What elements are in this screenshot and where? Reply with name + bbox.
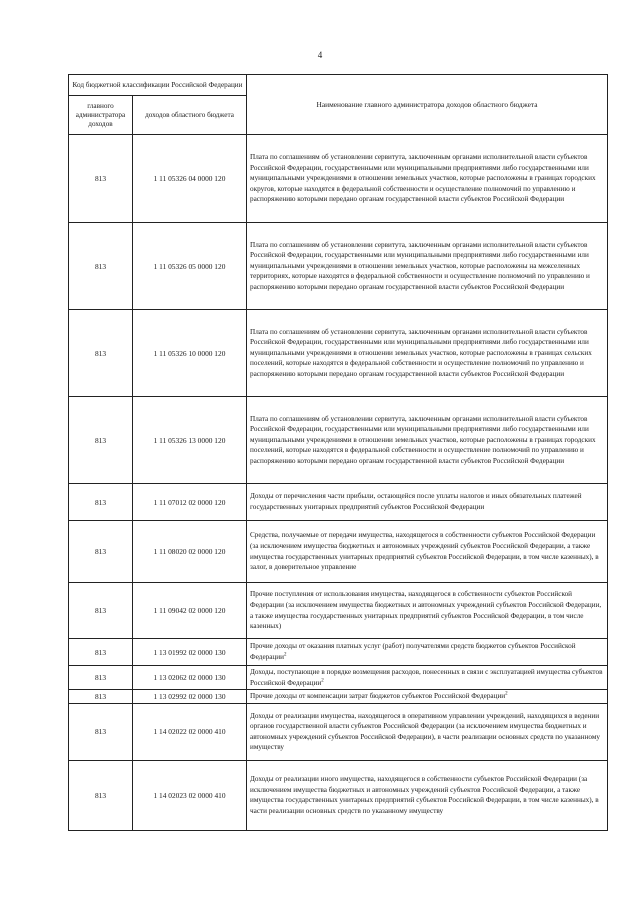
table-row bbox=[69, 583, 608, 639]
income-name-cell bbox=[247, 703, 608, 760]
income-name-cell bbox=[247, 583, 608, 639]
income-name-cell bbox=[247, 521, 608, 583]
table-row bbox=[69, 521, 608, 583]
header-regional-income: доходов областного бюджета bbox=[133, 96, 247, 135]
income-code-cell: 1 13 01992 02 0000 130 bbox=[133, 639, 247, 666]
admin-code-cell: 813 bbox=[69, 583, 133, 639]
table-header-row bbox=[69, 75, 608, 96]
income-name-text: Доходы от реализации иного имущества, находящегося в собственности субъектов Российской Федерации (за исключением имущества бюджетных и автономных учреждений субъектов Российской Федерации, а также имущества государственных унитарных предприятий субъектов Российской Федерации, в том числе казенных), в части реализации основных средств по указанному имуществу bbox=[250, 775, 599, 815]
income-code-cell: 1 11 08020 02 0000 120 bbox=[133, 521, 247, 583]
income-name-cell bbox=[247, 484, 608, 521]
income-name-text: Плата по соглашениям об установлении сервитута, заключенным органами исполнительной власти субъектов Российской Федерации, государственными или муниципальными предприятиями либо государственными или муниципальными учреждениями в отношении земельных участков, которые расположены в границах городских поселений, которые находятся в федеральной собственности и осуществление полномочий по управлению и распоряжению которыми передано органам государственной власти субъектов Российской Федерации bbox=[250, 414, 596, 465]
income-code-cell: 1 11 07012 02 0000 120 bbox=[133, 484, 247, 521]
income-name-text: Средства, получаемые от передачи имущества, находящегося в собственности субъектов Российской Федерации (за исключением имущества бюджетных и автономных учреждений субъектов Российской Федерации, а также имущества государственных унитарных предприятий субъектов Российской Федерации, в том числе казенных), в залог, в доверительное управление bbox=[250, 531, 599, 572]
footnote-mark: 2 bbox=[283, 652, 287, 658]
table-row bbox=[69, 703, 608, 760]
footnote-mark: 2 bbox=[505, 691, 508, 697]
income-name-text: Плата по соглашениям об установлении сервитута, заключенным органами исполнительной власти субъектов Российской Федерации, государственными или муниципальными предприятиями либо государственными или муниципальными учреждениями в отношении земельных участков, которые расположены в границах городских округов, которые находятся в федеральной собственности и осуществление полномочий по управлению и распоряжению которыми передано органам государственной власти субъектов Российской Федерации bbox=[250, 153, 596, 204]
income-name-cell bbox=[247, 397, 608, 484]
income-name-text: Прочие доходы от оказания платных услуг (работ) получателями средств бюджетов субъектов Российской Федерации bbox=[250, 642, 576, 661]
revenue-classification-table bbox=[68, 74, 608, 831]
income-name-text: Плата по соглашениям об установлении сервитута, заключенным органами исполнительной власти субъектов Российской Федерации, государственными или муниципальными предприятиями либо государственными или муниципальными учреждениями в отношении земельных участков, которые расположены на межселенных территориях, которые находятся в федеральной собственности и осуществление полномочий по управлению и распоряжению которыми передано органам государственной власти субъектов Российской Федерации bbox=[250, 240, 590, 291]
admin-code-cell: 813 bbox=[69, 223, 133, 310]
table-row bbox=[69, 666, 608, 690]
header-classification-code: Код бюджетной классификации Российской Федерации bbox=[69, 75, 247, 96]
header-admin-name: Наименование главного администратора доходов областного бюджета bbox=[247, 75, 608, 135]
admin-code-cell: 813 bbox=[69, 690, 133, 704]
admin-code-cell: 813 bbox=[69, 484, 133, 521]
table-row bbox=[69, 639, 608, 666]
income-name-cell bbox=[247, 223, 608, 310]
income-name-cell bbox=[247, 639, 608, 666]
table-row bbox=[69, 760, 608, 830]
table-row bbox=[69, 484, 608, 521]
income-code-cell: 1 11 05326 04 0000 120 bbox=[133, 135, 247, 223]
income-code-cell: 1 14 02022 02 0000 410 bbox=[133, 703, 247, 760]
income-name-cell bbox=[247, 760, 608, 830]
income-code-cell: 1 14 02023 02 0000 410 bbox=[133, 760, 247, 830]
income-code-cell: 1 13 02992 02 0000 130 bbox=[133, 690, 247, 704]
table-row bbox=[69, 135, 608, 223]
footnote-mark: 2 bbox=[321, 678, 324, 684]
table-row bbox=[69, 223, 608, 310]
admin-code-cell: 813 bbox=[69, 135, 133, 223]
table-row bbox=[69, 397, 608, 484]
income-name-text: Прочие поступления от использования имущества, находящегося в собственности субъектов Российской Федерации (за исключением имущества бюджетных и автономных учреждений субъектов Российской Федерации, а также имущества государственных унитарных предприятий субъектов Российской Федерации, в том числе казенных) bbox=[250, 590, 602, 631]
income-code-cell: 1 11 05326 05 0000 120 bbox=[133, 223, 247, 310]
income-code-cell: 1 11 05326 10 0000 120 bbox=[133, 310, 247, 397]
admin-code-cell: 813 bbox=[69, 666, 133, 690]
income-name-text: Доходы от реализации имущества, находящегося в оперативном управлении учреждений, находящихся в ведении органов государственной власти субъектов Российской Федерации (за исключением имущества бюджетных и автономных учреждений субъектов Российской Федерации), в части реализации основных средств по указанному имуществу bbox=[250, 711, 601, 752]
header-main-admin: главного администратора доходов bbox=[69, 96, 133, 135]
income-name-cell bbox=[247, 666, 608, 690]
income-name-cell bbox=[247, 690, 608, 704]
income-code-cell: 1 11 09042 02 0000 120 bbox=[133, 583, 247, 639]
table-row bbox=[69, 690, 608, 704]
income-name-text: Плата по соглашениям об установлении сервитута, заключенным органами исполнительной власти субъектов Российской Федерации, государственными или муниципальными предприятиями либо государственными или муниципальными учреждениями в отношении земельных участков, которые расположены в границах сельских поселений, которые находятся в федеральной собственности и осуществление полномочий по управлению и распоряжению которыми передано органам государственной власти субъектов Российской Федерации bbox=[250, 327, 592, 378]
admin-code-cell: 813 bbox=[69, 703, 133, 760]
income-name-cell bbox=[247, 135, 608, 223]
income-name-text: Прочие доходы от компенсации затрат бюджетов субъектов Российской Федерации bbox=[250, 692, 506, 701]
income-code-cell: 1 13 02062 02 0000 130 bbox=[133, 666, 247, 690]
admin-code-cell: 813 bbox=[69, 310, 133, 397]
admin-code-cell: 813 bbox=[69, 639, 133, 666]
income-code-cell: 1 11 05326 13 0000 120 bbox=[133, 397, 247, 484]
table-row bbox=[69, 310, 608, 397]
page-number: 4 bbox=[317, 50, 323, 60]
income-name-cell bbox=[247, 310, 608, 397]
admin-code-cell: 813 bbox=[69, 397, 133, 484]
admin-code-cell: 813 bbox=[69, 521, 133, 583]
income-name-text: Доходы, поступающие в порядке возмещения расходов, понесенных в связи с эксплуатацией имущества субъектов Российской Федерации bbox=[250, 668, 603, 687]
income-name-text: Доходы от перечисления части прибыли, остающейся после уплаты налогов и иных обязательных платежей государственных унитарных предприятий субъектов Российской Федерации bbox=[250, 492, 582, 511]
admin-code-cell: 813 bbox=[69, 760, 133, 830]
